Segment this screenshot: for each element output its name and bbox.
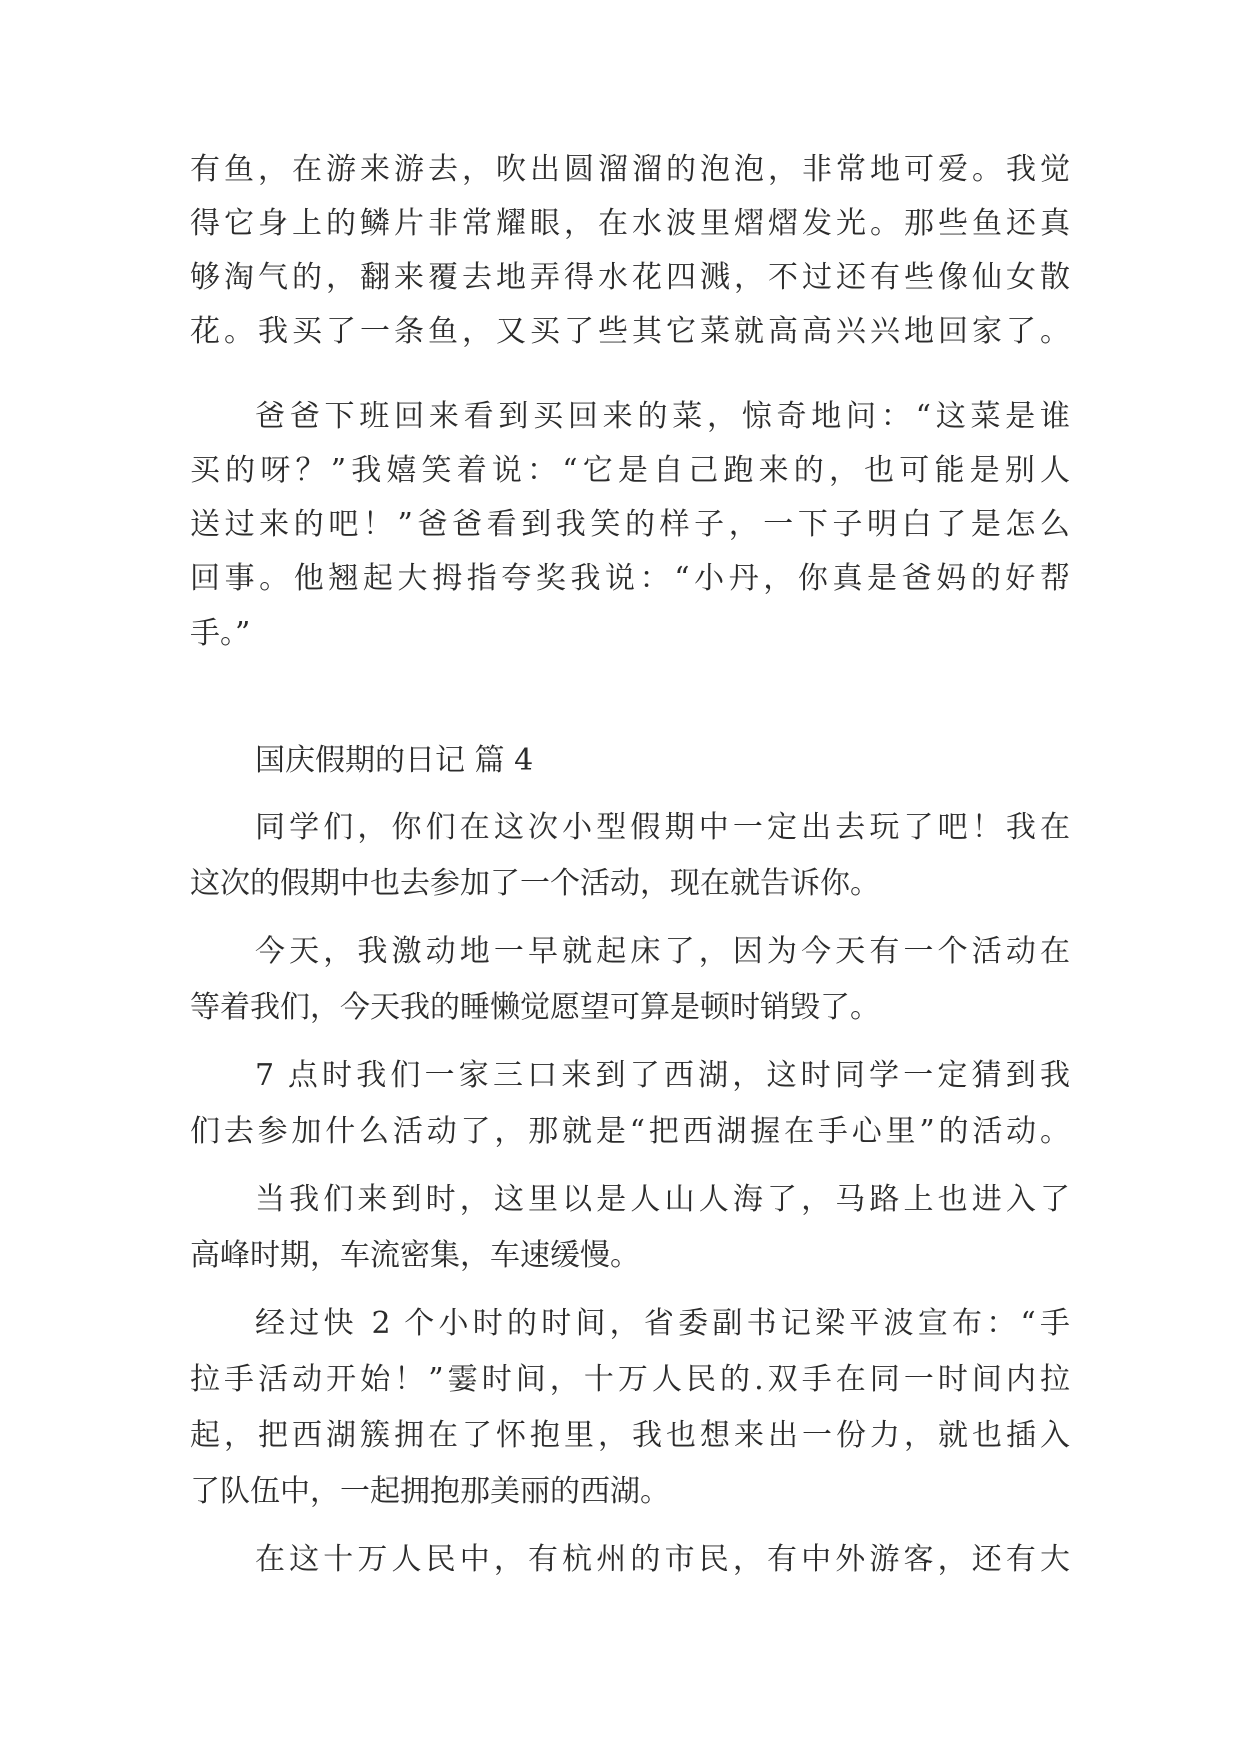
paragraph-line: 回事。他翘起大拇指夸奖我说：“小丹，你真是爸妈的好帮 [190,561,1070,596]
paragraph-line: 够淘气的，翻来覆去地弄得水花四溅，不过还有些像仙女散 [190,260,1070,295]
paragraph-line: 同学们，你们在这次小型假期中一定出去玩了吧！我在 [255,810,1070,845]
paragraph-line: 送过来的吧！”爸爸看到我笑的样子，一下子明白了是怎么 [190,507,1070,542]
paragraph-line: 当我们来到时，这里以是人山人海了，马路上也进入了 [255,1182,1070,1217]
paragraph-line: 今天，我激动地一早就起床了，因为今天有一个活动在 [255,934,1070,969]
paragraph-line: 花。我买了一条鱼，又买了些其它菜就高高兴兴地回家了。 [190,314,1070,349]
paragraph-line: 等着我们，今天我的睡懒觉愿望可算是顿时销毁了。 [190,990,880,1025]
paragraph-line: 起，把西湖簇拥在了怀抱里，我也想来出一份力，就也插入 [190,1418,1070,1453]
paragraph-line: 有鱼，在游来游去，吹出圆溜溜的泡泡，非常地可爱。我觉 [190,152,1070,187]
section-title: 国庆假期的日记 篇 4 [255,743,534,778]
paragraph-line: 们去参加什么活动了，那就是“把西湖握在手心里”的活动。 [190,1114,1070,1149]
paragraph-line: 买的呀？”我嬉笑着说：“它是自己跑来的，也可能是别人 [190,453,1070,488]
paragraph-line: 在这十万人民中，有杭州的市民，有中外游客，还有大 [255,1542,1070,1577]
paragraph-line: 高峰时期，车流密集，车速缓慢。 [190,1238,640,1273]
paragraph-line: 7 点时我们一家三口来到了西湖，这时同学一定猜到我 [255,1058,1070,1093]
paragraph-line: 手。” [190,616,251,651]
paragraph-line: 得它身上的鳞片非常耀眼，在水波里熠熠发光。那些鱼还真 [190,206,1070,241]
paragraph-line: 这次的假期中也去参加了一个活动，现在就告诉你。 [190,866,880,901]
paragraph-line: 拉手活动开始！”霎时间，十万人民的.双手在同一时间内拉 [190,1362,1070,1397]
paragraph-line: 爸爸下班回来看到买回来的菜，惊奇地问：“这菜是谁 [255,399,1070,434]
paragraph-line: 了队伍中，一起拥抱那美丽的西湖。 [190,1474,670,1509]
paragraph-line: 经过快 2 个小时的时间，省委副书记梁平波宣布：“手 [255,1306,1070,1341]
